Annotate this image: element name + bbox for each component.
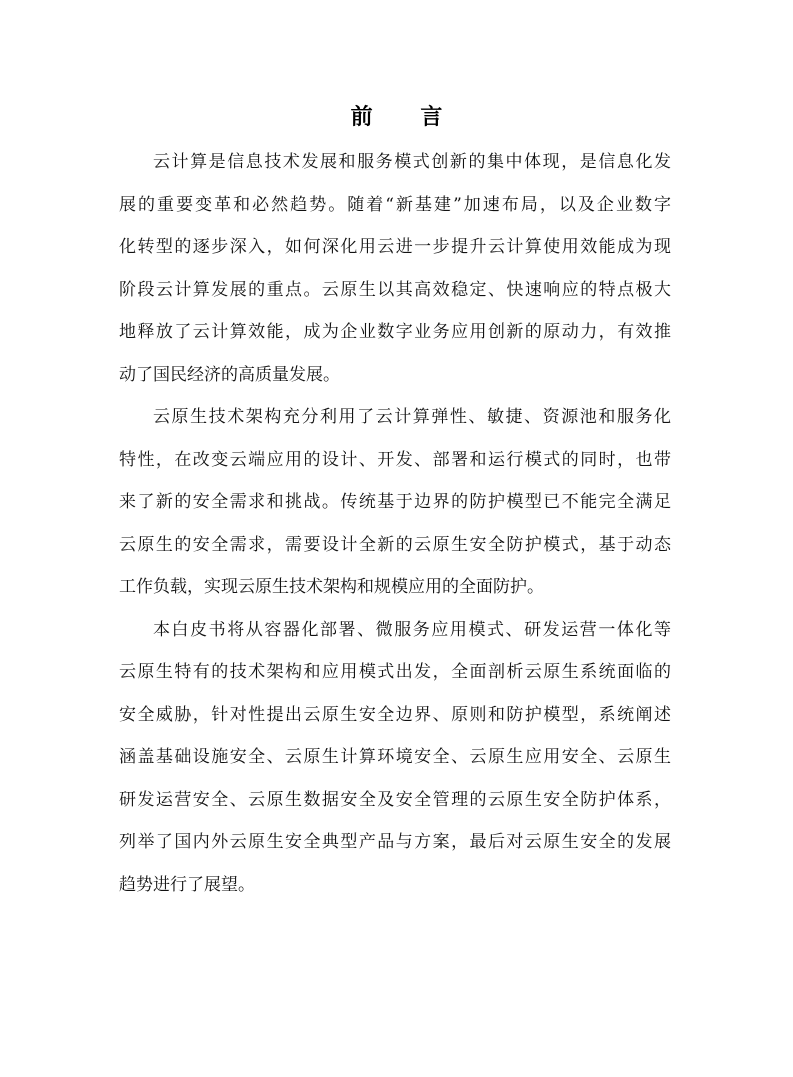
text-line: 阶段云计算发展的重点。云原生以其高效稳定、快速响应的特点极大 bbox=[119, 279, 671, 300]
text-line: 地释放了云计算效能，成为企业数字业务应用创新的原动力，有效推 bbox=[119, 322, 671, 342]
text-line: 动了国民经济的高质量发展。 bbox=[119, 364, 340, 385]
text-line: 来了新的安全需求和挑战。传统基于边界的防护模型已不能完全满足 bbox=[119, 492, 671, 512]
text-line: 本白皮书将从容器化部署、微服务应用模式、研发运营一体化等 bbox=[153, 619, 671, 640]
text-line: 趋势进行了展望。 bbox=[119, 874, 255, 895]
page-title: 前 言 bbox=[350, 105, 463, 130]
text-line: 涵盖基础设施安全、云原生计算环境安全、云原生应用安全、云原生 bbox=[119, 747, 671, 767]
text-line: 特性，在改变云端应用的设计、开发、部署和运行模式的同时，也带 bbox=[119, 449, 671, 470]
paragraph-1 bbox=[119, 141, 671, 396]
paragraph-2 bbox=[119, 396, 671, 609]
text-line: 列举了国内外云原生安全典型产品与方案，最后对云原生安全的发展 bbox=[119, 832, 671, 852]
text-line: 安全威胁，针对性提出云原生安全边界、原则和防护模型，系统阐述 bbox=[119, 704, 671, 725]
text-line: 展的重要变革和必然趋势。随着“新基建”加速布局，以及企业数字 bbox=[119, 194, 671, 215]
text-line: 云原生特有的技术架构和应用模式出发，全面剖析云原生系统面临的 bbox=[119, 662, 671, 682]
document-body bbox=[119, 141, 671, 906]
text-line: 云计算是信息技术发展和服务模式创新的集中体现，是信息化发 bbox=[153, 152, 671, 172]
text-line: 云原生的安全需求，需要设计全新的云原生安全防护模式，基于动态 bbox=[119, 534, 671, 555]
text-line: 研发运营安全、云原生数据安全及安全管理的云原生安全防护体系， bbox=[119, 789, 671, 810]
text-line: 云原生技术架构充分利用了云计算弹性、敏捷、资源池和服务化 bbox=[153, 407, 671, 427]
text-line: 工作负载，实现云原生技术架构和规模应用的全面防护。 bbox=[119, 577, 544, 597]
text-line: 化转型的逐步深入，如何深化用云进一步提升云计算使用效能成为现 bbox=[119, 237, 671, 257]
paragraph-3 bbox=[119, 609, 671, 907]
